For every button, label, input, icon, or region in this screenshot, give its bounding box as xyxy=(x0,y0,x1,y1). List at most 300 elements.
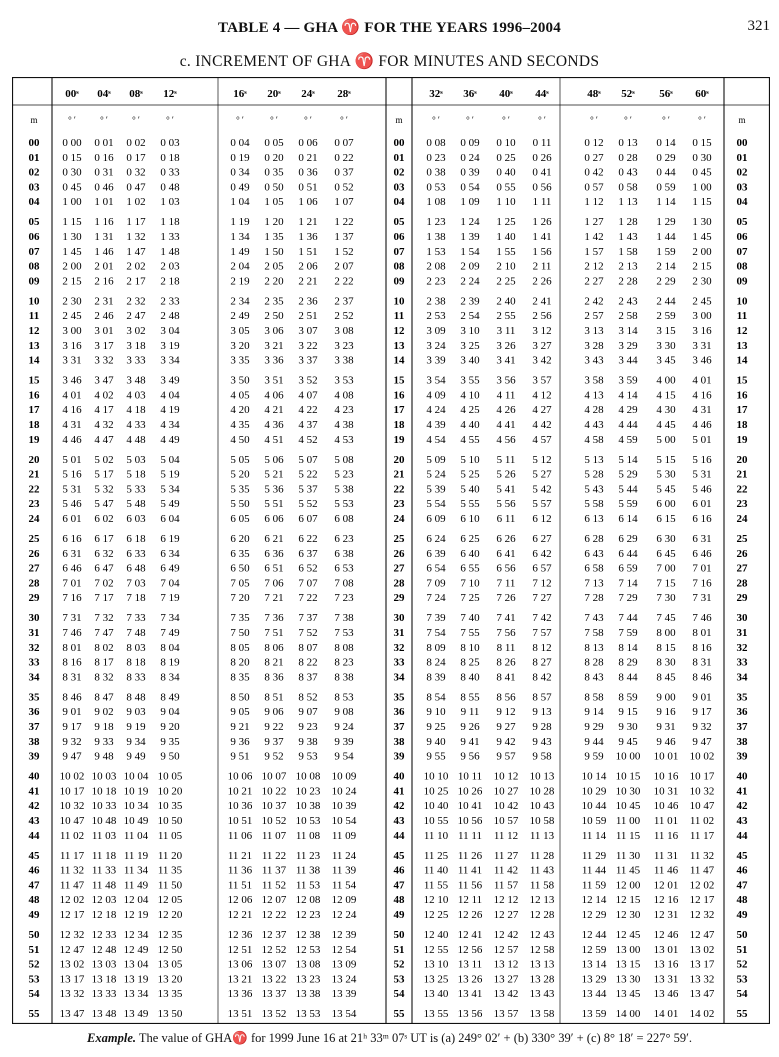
cell-09-C-1: 2 24 xyxy=(460,275,480,288)
row-label-right-49: 49 xyxy=(736,909,748,921)
cell-06-D-2: 1 44 xyxy=(656,231,676,243)
col-header-C-1: 36ˢ xyxy=(463,88,477,100)
cell-27-D-1: 6 59 xyxy=(618,562,638,575)
cell-46-D-2: 11 46 xyxy=(653,864,679,877)
cell-35-A-2: 8 48 xyxy=(126,691,146,704)
cell-08-B-2: 2 06 xyxy=(298,260,318,273)
cell-50-B-1: 12 37 xyxy=(261,929,287,941)
cell-19-B-3: 4 53 xyxy=(334,433,354,446)
row-label-right-09: 09 xyxy=(736,275,748,288)
cell-44-D-2: 11 16 xyxy=(653,829,679,842)
cell-24-C-2: 6 11 xyxy=(496,513,516,525)
cell-11-C-3: 2 56 xyxy=(532,310,552,323)
cell-55-B-3: 13 54 xyxy=(331,1008,357,1021)
cell-03-A-3: 0 48 xyxy=(160,181,180,194)
cell-00-D-3: 0 15 xyxy=(692,137,712,149)
cell-45-D-2: 11 31 xyxy=(653,849,679,862)
cell-39-A-1: 9 48 xyxy=(94,750,114,763)
row-label-left-42: 42 xyxy=(28,800,40,813)
cell-56-D-3 xyxy=(690,1023,715,1024)
cell-06-D-1: 1 43 xyxy=(618,231,638,243)
row-label-mid-21: 21 xyxy=(393,468,405,481)
cell-28-B-2: 7 07 xyxy=(298,577,318,590)
cell-10-A-2: 2 32 xyxy=(126,295,146,308)
cell-02-C-2: 0 40 xyxy=(496,166,516,179)
cell-20-B-1: 5 06 xyxy=(264,453,284,466)
cell-54-A-1: 13 33 xyxy=(91,988,117,1001)
cell-13-D-1: 3 29 xyxy=(618,339,638,352)
row-label-mid-32: 32 xyxy=(393,641,405,654)
cell-21-B-1: 5 21 xyxy=(264,468,284,481)
row-label-right-51: 51 xyxy=(736,943,748,956)
cell-04-D-0: 1 12 xyxy=(584,196,604,209)
row-label-left-33: 33 xyxy=(28,656,40,669)
cell-47-A-2: 11 49 xyxy=(123,879,149,892)
cell-48-A-3: 12 05 xyxy=(157,894,183,907)
cell-37-C-0: 9 25 xyxy=(426,721,446,733)
row-label-mid-12: 12 xyxy=(393,325,405,337)
cell-09-D-1: 2 28 xyxy=(618,275,638,288)
col-header-A-0: 00ˢ xyxy=(65,88,79,100)
cell-15-B-0: 3 50 xyxy=(230,374,250,387)
row-label-right-37: 37 xyxy=(736,721,748,733)
cell-32-D-2: 8 15 xyxy=(656,641,676,654)
cell-37-B-1: 9 22 xyxy=(264,721,284,733)
row-label-mid-53: 53 xyxy=(393,973,405,986)
row-label-left-06: 06 xyxy=(28,231,40,243)
cell-32-C-3: 8 12 xyxy=(532,641,552,654)
cell-47-D-2: 12 01 xyxy=(653,879,679,892)
cell-41-A-0: 10 17 xyxy=(59,785,85,798)
cell-05-C-0: 1 23 xyxy=(426,216,446,229)
cell-15-B-1: 3 51 xyxy=(264,374,284,387)
cell-35-C-1: 8 55 xyxy=(460,691,480,704)
row-label-mid-13: 13 xyxy=(393,339,405,352)
cell-27-D-2: 7 00 xyxy=(656,562,676,575)
row-label-mid-10: 10 xyxy=(393,295,405,308)
cell-40-B-1: 10 07 xyxy=(261,770,287,783)
unit-mark-A-2: ° ′ xyxy=(132,115,140,125)
cell-10-B-0: 2 34 xyxy=(230,295,250,308)
row-label-right-32: 32 xyxy=(736,641,748,654)
cell-11-C-1: 2 54 xyxy=(460,310,480,323)
cell-06-C-1: 1 39 xyxy=(460,231,480,243)
row-label-mid-23: 23 xyxy=(393,498,405,511)
cell-32-B-1: 8 06 xyxy=(264,641,284,654)
row-label-right-30: 30 xyxy=(736,612,748,625)
col-header-C-2: 40ˢ xyxy=(499,88,513,100)
col-header-B-2: 24ˢ xyxy=(301,88,315,100)
row-label-mid-24: 24 xyxy=(393,513,405,525)
row-label-left-47: 47 xyxy=(28,879,40,892)
cell-42-D-2: 10 46 xyxy=(653,800,679,813)
cell-49-D-2: 12 31 xyxy=(653,909,679,921)
cell-20-D-3: 5 16 xyxy=(692,453,712,466)
cell-28-B-0: 7 05 xyxy=(230,577,250,590)
cell-30-A-0: 7 31 xyxy=(62,612,82,625)
cell-17-D-0: 4 28 xyxy=(584,404,604,417)
row-label-mid-35: 35 xyxy=(393,691,405,704)
cell-01-B-2: 0 21 xyxy=(298,151,318,164)
cell-01-A-2: 0 17 xyxy=(126,151,146,164)
cell-07-A-3: 1 48 xyxy=(160,245,180,258)
cell-26-A-0: 6 31 xyxy=(62,547,82,560)
cell-56-A-2 xyxy=(124,1023,149,1024)
cell-33-A-3: 8 19 xyxy=(160,656,180,669)
cell-49-C-0: 12 25 xyxy=(423,909,449,921)
cell-22-A-1: 5 32 xyxy=(94,483,114,496)
row-label-mid-07: 07 xyxy=(393,245,405,258)
cell-52-C-2: 13 12 xyxy=(493,958,519,971)
cell-32-B-0: 8 05 xyxy=(230,641,250,654)
row-label-mid-40: 40 xyxy=(393,770,405,783)
cell-36-B-0: 9 05 xyxy=(230,706,250,719)
row-label-right-20: 20 xyxy=(736,453,748,466)
cell-11-C-0: 2 53 xyxy=(426,310,446,323)
cell-22-B-1: 5 36 xyxy=(264,483,284,496)
cell-28-C-1: 7 10 xyxy=(460,577,480,590)
cell-15-C-2: 3 56 xyxy=(496,374,516,387)
cell-26-C-3: 6 42 xyxy=(532,547,552,560)
row-label-right-31: 31 xyxy=(736,627,748,639)
cell-38-D-1: 9 45 xyxy=(618,735,638,748)
cell-03-B-2: 0 51 xyxy=(298,181,318,194)
row-label-left-43: 43 xyxy=(28,815,40,827)
cell-41-C-0: 10 25 xyxy=(423,785,449,798)
cell-29-C-1: 7 25 xyxy=(460,592,480,605)
cell-34-A-0: 8 31 xyxy=(62,671,82,684)
cell-23-A-3: 5 49 xyxy=(160,498,180,511)
cell-14-A-3: 3 34 xyxy=(160,354,180,367)
cell-10-C-1: 2 39 xyxy=(460,295,480,308)
cell-07-B-1: 1 50 xyxy=(264,245,284,258)
cell-50-D-0: 12 44 xyxy=(581,929,607,941)
row-label-left-30: 30 xyxy=(28,612,40,625)
cell-54-C-0: 13 40 xyxy=(423,988,449,1001)
cell-40-B-0: 10 06 xyxy=(227,770,253,783)
table-subtitle: c. INCREMENT OF GHA ♈ FOR MINUTES AND SECONDS xyxy=(179,53,600,70)
col-header-A-3: 12ˢ xyxy=(163,88,177,100)
cell-05-C-2: 1 25 xyxy=(496,216,516,229)
unit-mark-C-2: ° ′ xyxy=(502,115,510,125)
cell-11-D-3: 3 00 xyxy=(692,310,712,323)
cell-03-B-3: 0 52 xyxy=(334,181,354,194)
cell-49-D-3: 12 32 xyxy=(689,909,715,921)
row-label-right-02: 02 xyxy=(736,166,748,179)
cell-06-C-0: 1 38 xyxy=(426,231,446,243)
cell-45-A-2: 11 19 xyxy=(123,849,149,862)
cell-06-D-0: 1 42 xyxy=(584,231,604,243)
cell-14-B-3: 3 38 xyxy=(334,354,354,367)
cell-45-B-1: 11 22 xyxy=(261,849,287,862)
row-label-right-26: 26 xyxy=(736,547,748,560)
cell-14-C-0: 3 39 xyxy=(426,354,446,367)
cell-29-B-2: 7 22 xyxy=(298,592,318,605)
cell-22-A-0: 5 31 xyxy=(62,483,82,496)
cell-46-B-3: 11 39 xyxy=(331,864,357,877)
cell-02-D-0: 0 42 xyxy=(584,166,604,179)
cell-26-D-0: 6 43 xyxy=(584,547,604,560)
cell-20-A-1: 5 02 xyxy=(94,453,114,466)
row-label-right-13: 13 xyxy=(736,339,748,352)
cell-34-C-3: 8 42 xyxy=(532,671,552,684)
row-label-left-27: 27 xyxy=(28,562,40,575)
cell-16-A-2: 4 03 xyxy=(126,389,146,402)
cell-10-D-3: 2 45 xyxy=(692,295,712,308)
cell-06-C-2: 1 40 xyxy=(496,231,516,243)
row-label-right-03: 03 xyxy=(736,181,748,194)
row-label-mid-47: 47 xyxy=(393,879,405,892)
cell-26-A-2: 6 33 xyxy=(126,547,146,560)
cell-53-A-3: 13 20 xyxy=(157,973,183,986)
row-label-mid-17: 17 xyxy=(393,404,405,417)
cell-01-C-0: 0 23 xyxy=(426,151,446,164)
cell-03-B-1: 0 50 xyxy=(264,181,284,194)
cell-12-D-1: 3 14 xyxy=(618,325,638,337)
cell-28-A-0: 7 01 xyxy=(62,577,82,590)
cell-01-B-1: 0 20 xyxy=(264,151,284,164)
cell-37-C-1: 9 26 xyxy=(460,721,480,733)
cell-31-C-0: 7 54 xyxy=(426,627,446,639)
cell-17-D-2: 4 30 xyxy=(656,404,676,417)
col-header-B-3: 28ˢ xyxy=(337,88,351,100)
cell-10-A-0: 2 30 xyxy=(62,295,82,308)
cell-43-C-2: 10 57 xyxy=(493,815,519,827)
cell-38-A-1: 9 33 xyxy=(94,735,114,748)
cell-54-C-3: 13 43 xyxy=(529,988,555,1001)
cell-15-C-1: 3 55 xyxy=(460,374,480,387)
cell-38-D-3: 9 47 xyxy=(692,735,712,748)
row-label-left-18: 18 xyxy=(28,419,40,431)
cell-27-C-3: 6 57 xyxy=(532,562,552,575)
cell-17-B-3: 4 23 xyxy=(334,404,354,417)
cell-41-D-0: 10 29 xyxy=(581,785,607,798)
cell-27-D-0: 6 58 xyxy=(584,562,604,575)
cell-00-D-0: 0 12 xyxy=(584,137,604,149)
unit-mark-D-3: ° ′ xyxy=(698,115,706,125)
cell-06-B-0: 1 34 xyxy=(230,231,250,243)
cell-49-C-1: 12 26 xyxy=(457,909,483,921)
cell-40-C-1: 10 11 xyxy=(457,770,483,783)
cell-08-C-2: 2 10 xyxy=(496,260,516,273)
cell-56-B-3 xyxy=(332,1023,357,1024)
cell-51-C-2: 12 57 xyxy=(493,943,519,956)
cell-19-C-3: 4 57 xyxy=(532,433,552,446)
cell-37-D-2: 9 31 xyxy=(656,721,676,733)
cell-18-C-3: 4 42 xyxy=(532,419,552,431)
col-header-D-3: 60ˢ xyxy=(695,88,709,100)
unit-mark-B-2: ° ′ xyxy=(304,115,312,125)
cell-00-A-3: 0 03 xyxy=(160,137,180,149)
cell-42-A-0: 10 32 xyxy=(59,800,85,813)
cell-08-B-1: 2 05 xyxy=(264,260,284,273)
cell-36-D-2: 9 16 xyxy=(656,706,676,719)
cell-55-A-1: 13 48 xyxy=(91,1008,117,1021)
cell-26-B-0: 6 35 xyxy=(230,547,250,560)
cell-44-A-1: 11 03 xyxy=(91,829,117,842)
row-label-left-22: 22 xyxy=(28,483,40,496)
cell-15-B-3: 3 53 xyxy=(334,374,354,387)
cell-31-C-2: 7 56 xyxy=(496,627,516,639)
cell-34-B-3: 8 38 xyxy=(334,671,354,684)
cell-25-B-3: 6 23 xyxy=(334,533,354,545)
cell-30-A-1: 7 32 xyxy=(94,612,114,625)
cell-14-B-0: 3 35 xyxy=(230,354,250,367)
cell-30-A-2: 7 33 xyxy=(126,612,146,625)
cell-40-A-2: 10 04 xyxy=(123,770,149,783)
cell-25-D-0: 6 28 xyxy=(584,533,604,545)
cell-14-A-1: 3 32 xyxy=(94,354,114,367)
cell-48-B-1: 12 07 xyxy=(261,894,287,907)
row-label-header-mid: m xyxy=(395,115,403,125)
cell-30-D-1: 7 44 xyxy=(618,612,638,625)
cell-25-A-2: 6 18 xyxy=(126,533,146,545)
cell-24-D-2: 6 15 xyxy=(656,513,676,525)
cell-28-D-0: 7 13 xyxy=(584,577,604,590)
cell-08-A-2: 2 02 xyxy=(126,260,146,273)
cell-22-C-2: 5 41 xyxy=(496,483,516,496)
cell-04-A-3: 1 03 xyxy=(160,196,180,209)
cell-04-A-1: 1 01 xyxy=(94,196,114,209)
cell-13-A-2: 3 18 xyxy=(126,339,146,352)
cell-11-B-1: 2 50 xyxy=(264,310,284,323)
cell-20-C-2: 5 11 xyxy=(496,453,516,466)
cell-14-C-3: 3 42 xyxy=(532,354,552,367)
row-label-left-34: 34 xyxy=(28,671,40,684)
cell-13-B-3: 3 23 xyxy=(334,339,354,352)
row-label-mid-00: 00 xyxy=(393,137,405,149)
cell-49-A-1: 12 18 xyxy=(91,909,117,921)
cell-38-B-2: 9 38 xyxy=(298,735,318,748)
row-label-right-22: 22 xyxy=(736,483,748,496)
cell-19-D-1: 4 59 xyxy=(618,433,638,446)
row-label-mid-41: 41 xyxy=(393,785,405,798)
cell-21-A-2: 5 18 xyxy=(126,468,146,481)
cell-25-B-0: 6 20 xyxy=(230,533,250,545)
cell-45-D-0: 11 29 xyxy=(581,849,607,862)
cell-50-C-3: 12 43 xyxy=(529,929,555,941)
row-label-right-04: 04 xyxy=(736,196,748,209)
cell-39-A-2: 9 49 xyxy=(126,750,146,763)
cell-55-C-0: 13 55 xyxy=(423,1008,449,1021)
row-label-right-15: 15 xyxy=(736,374,748,387)
col-header-C-3: 44ˢ xyxy=(535,88,549,100)
cell-50-B-2: 12 38 xyxy=(295,929,321,941)
row-label-left-46: 46 xyxy=(28,864,40,877)
cell-30-C-2: 7 41 xyxy=(496,612,516,625)
unit-mark-A-1: ° ′ xyxy=(100,115,108,125)
cell-30-C-3: 7 42 xyxy=(532,612,552,625)
cell-54-D-0: 13 44 xyxy=(581,988,607,1001)
cell-15-D-3: 4 01 xyxy=(692,374,712,387)
cell-01-D-1: 0 28 xyxy=(618,151,638,164)
cell-29-A-3: 7 19 xyxy=(160,592,180,605)
cell-23-D-3: 6 01 xyxy=(692,498,712,511)
cell-51-A-3: 12 50 xyxy=(157,943,183,956)
row-label-mid-14: 14 xyxy=(393,354,405,367)
cell-44-B-1: 11 07 xyxy=(261,829,287,842)
cell-04-A-0: 1 00 xyxy=(62,196,82,209)
cell-04-C-3: 1 11 xyxy=(532,196,552,209)
cell-06-A-0: 1 30 xyxy=(62,231,82,243)
cell-48-B-2: 12 08 xyxy=(295,894,321,907)
cell-17-A-3: 4 19 xyxy=(160,404,180,417)
cell-24-C-3: 6 12 xyxy=(532,513,552,525)
cell-09-A-0: 2 15 xyxy=(62,275,82,288)
cell-25-B-1: 6 21 xyxy=(264,533,284,545)
cell-52-D-1: 13 15 xyxy=(615,958,641,971)
row-label-right-34: 34 xyxy=(736,671,748,684)
example-label: Example. xyxy=(87,1031,137,1045)
cell-52-C-1: 13 11 xyxy=(457,958,483,971)
cell-07-D-1: 1 58 xyxy=(618,245,638,258)
row-label-left-16: 16 xyxy=(28,389,40,402)
cell-13-B-0: 3 20 xyxy=(230,339,250,352)
cell-20-C-1: 5 10 xyxy=(460,453,480,466)
row-label-left-01: 01 xyxy=(28,151,40,164)
cell-19-A-2: 4 48 xyxy=(126,433,146,446)
cell-13-C-0: 3 24 xyxy=(426,339,446,352)
cell-26-D-2: 6 45 xyxy=(656,547,676,560)
row-label-left-36: 36 xyxy=(28,706,40,719)
cell-05-D-3: 1 30 xyxy=(692,216,712,229)
cell-47-B-0: 11 51 xyxy=(227,879,253,892)
cell-46-B-2: 11 38 xyxy=(295,864,321,877)
cell-52-A-3: 13 05 xyxy=(157,958,183,971)
col-header-D-0: 48ˢ xyxy=(587,88,601,100)
cell-05-A-0: 1 15 xyxy=(62,216,82,229)
cell-02-D-1: 0 43 xyxy=(618,166,638,179)
cell-53-D-3: 13 32 xyxy=(689,973,715,986)
cell-18-D-3: 4 46 xyxy=(692,419,712,431)
cell-31-B-1: 7 51 xyxy=(264,627,284,639)
unit-mark-A-3: ° ′ xyxy=(166,115,174,125)
row-label-left-52: 52 xyxy=(28,958,40,971)
cell-31-D-3: 8 01 xyxy=(692,627,712,639)
cell-46-A-2: 11 34 xyxy=(123,864,149,877)
cell-24-A-0: 6 01 xyxy=(62,513,82,525)
cell-46-D-1: 11 45 xyxy=(615,864,641,877)
cell-37-A-2: 9 19 xyxy=(126,721,146,733)
cell-50-A-0: 12 32 xyxy=(59,929,85,941)
row-label-left-44: 44 xyxy=(28,829,40,842)
cell-44-B-0: 11 06 xyxy=(227,829,253,842)
row-label-left-15: 15 xyxy=(28,374,40,387)
cell-09-D-2: 2 29 xyxy=(656,275,676,288)
cell-30-B-1: 7 36 xyxy=(264,612,284,625)
cell-10-D-2: 2 44 xyxy=(656,295,676,308)
cell-46-C-1: 11 41 xyxy=(457,864,483,877)
cell-13-C-3: 3 27 xyxy=(532,339,552,352)
cell-08-D-0: 2 12 xyxy=(584,260,604,273)
row-label-left-11: 11 xyxy=(28,310,40,323)
cell-16-B-3: 4 08 xyxy=(334,389,354,402)
cell-29-C-2: 7 26 xyxy=(496,592,516,605)
cell-17-B-1: 4 21 xyxy=(264,404,284,417)
cell-27-D-3: 7 01 xyxy=(692,562,712,575)
cell-21-B-0: 5 20 xyxy=(230,468,250,481)
cell-22-D-0: 5 43 xyxy=(584,483,604,496)
cell-12-A-1: 3 01 xyxy=(94,325,114,337)
row-label-mid-36: 36 xyxy=(393,706,405,719)
cell-18-A-3: 4 34 xyxy=(160,419,180,431)
cell-28-C-2: 7 11 xyxy=(496,577,516,590)
cell-23-B-2: 5 52 xyxy=(298,498,318,511)
cell-43-A-2: 10 49 xyxy=(123,815,149,827)
cell-55-C-3: 13 58 xyxy=(529,1008,555,1021)
cell-42-B-1: 10 37 xyxy=(261,800,287,813)
cell-27-C-2: 6 56 xyxy=(496,562,516,575)
